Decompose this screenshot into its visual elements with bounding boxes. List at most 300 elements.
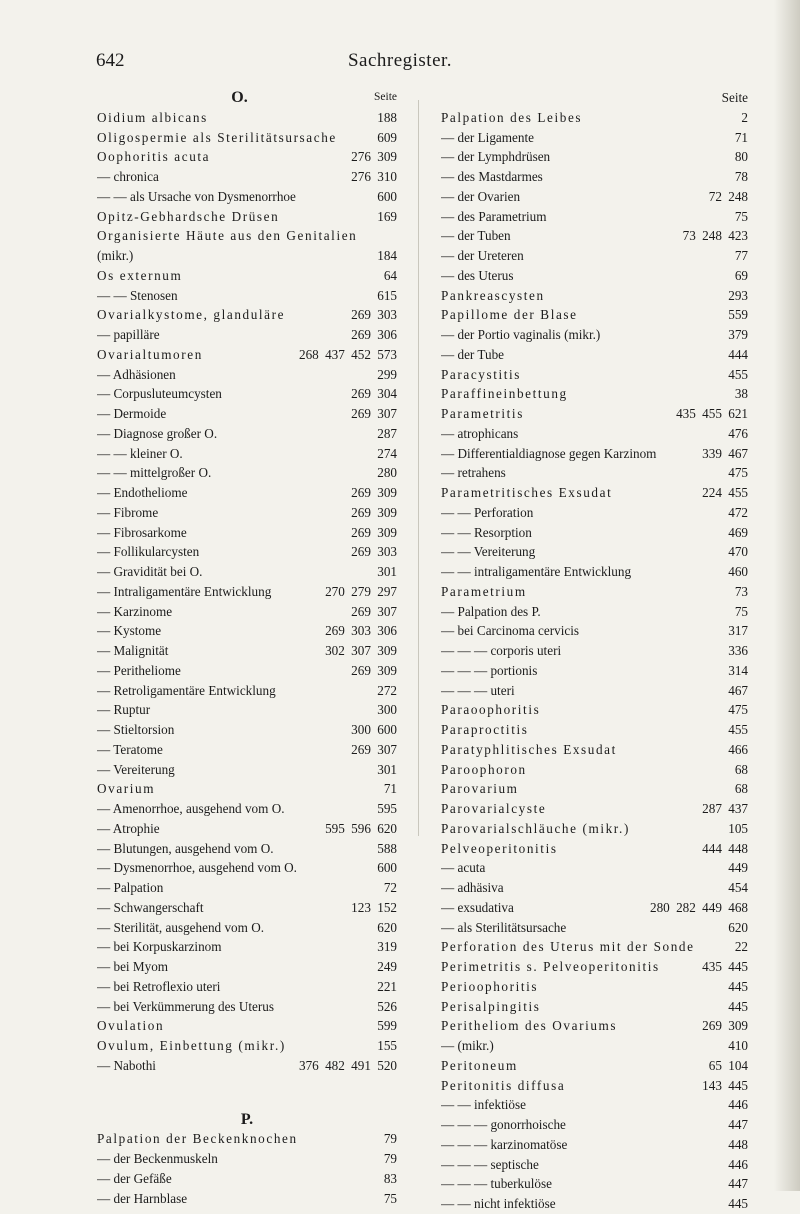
entry-pages: 224 455 xyxy=(702,485,748,500)
entry-term: — Ruptur xyxy=(97,702,151,718)
section-letter-heading xyxy=(97,1110,397,1130)
index-subentry xyxy=(97,878,397,898)
entry-pages: 454 xyxy=(728,880,748,895)
section-spacer xyxy=(97,1076,397,1110)
entry-term: Parametrium xyxy=(441,583,527,599)
entry-term: — — Vereiterung xyxy=(441,544,536,560)
index-subentry xyxy=(97,562,397,582)
index-subentry xyxy=(97,839,397,859)
entry-pages: 269 307 xyxy=(351,406,397,421)
entry-term: — — Perforation xyxy=(441,504,534,520)
index-subentry xyxy=(97,918,397,938)
entry-term: — — kleiner O. xyxy=(97,445,183,461)
index-entry xyxy=(97,147,397,167)
index-subentry xyxy=(97,1189,397,1209)
entry-pages: 169 xyxy=(377,208,397,224)
entry-term: — des Uterus xyxy=(441,267,514,283)
index-subentry xyxy=(97,286,397,306)
index-entry xyxy=(441,799,748,819)
entry-pages: 269 306 xyxy=(351,327,397,342)
index-subentry xyxy=(97,621,397,641)
entry-pages: 143 445 xyxy=(702,1077,748,1093)
entry-term xyxy=(441,88,722,108)
entry-term: — Blutungen, ausgehend vom O. xyxy=(97,840,274,856)
index-subentry xyxy=(97,957,397,977)
entry-pages: 79 xyxy=(383,1131,397,1147)
entry-pages: 301 xyxy=(377,564,397,579)
entry-term: — Dysmenorrhoe, ausgehend vom O. xyxy=(97,860,297,876)
entry-pages: 588 xyxy=(377,840,397,856)
index-subentry xyxy=(97,740,397,760)
entry-term: — bei Myom xyxy=(97,959,169,974)
entry-pages: 78 xyxy=(734,169,748,184)
entry-term: — Teratome xyxy=(97,741,163,757)
entry-pages: 301 xyxy=(377,761,397,777)
page-header xyxy=(0,50,800,76)
entry-pages: 302 307 309 xyxy=(325,643,397,658)
entry-term: Parovarialcyste xyxy=(441,801,547,816)
entry-term: — bei Carcinoma cervicis xyxy=(441,623,580,639)
entry-term: — Palpation xyxy=(97,880,164,895)
entry-pages: 73 xyxy=(734,583,748,599)
index-entry xyxy=(97,1129,397,1149)
entry-term: — der Portio vaginalis (mikr.) xyxy=(441,327,601,342)
entry-term: Ovarialkystome, glanduläre xyxy=(97,307,286,323)
entry-pages: 336 xyxy=(728,643,748,658)
entry-term: — Vereiterung xyxy=(97,761,175,777)
entry-term: — Nabothi xyxy=(97,1057,156,1073)
entry-pages: 276 310 xyxy=(351,169,397,184)
index-subentry xyxy=(97,463,397,483)
index-subentry xyxy=(441,444,748,464)
entry-term: Ovarialtumoren xyxy=(97,346,203,362)
entry-term: Paraffineinbettung xyxy=(441,386,568,402)
index-subentry xyxy=(97,977,397,997)
index-subentry xyxy=(97,1149,397,1169)
entry-term: — adhäsiva xyxy=(441,880,504,895)
index-subentry xyxy=(441,1194,748,1214)
entry-term: — Diagnose großer O. xyxy=(97,425,218,441)
entry-term: — Atrophie xyxy=(97,820,160,836)
entry-pages: 270 279 297 xyxy=(325,583,397,599)
entry-term: — — — portionis xyxy=(441,662,538,678)
index-entry xyxy=(441,819,748,839)
index-subentry xyxy=(441,246,748,266)
entry-pages: 269 309 xyxy=(702,1018,748,1034)
entry-pages: 83 xyxy=(383,1170,397,1186)
index-entry xyxy=(97,1036,397,1056)
index-subentry xyxy=(441,641,748,661)
entry-term: — Dermoide xyxy=(97,406,167,421)
index-subentry xyxy=(441,1095,748,1115)
entry-term: — atrophicans xyxy=(441,425,519,441)
index-subentry xyxy=(441,523,748,543)
entry-pages: 319 xyxy=(377,939,397,955)
entry-pages: 300 600 xyxy=(351,722,397,737)
entry-pages: 600 xyxy=(377,188,397,204)
section-letter-heading xyxy=(97,88,397,108)
index-subentry xyxy=(97,424,397,444)
index-subentry xyxy=(97,681,397,701)
entry-pages: 447 xyxy=(728,1176,748,1192)
index-entry xyxy=(441,582,748,602)
index-entry xyxy=(441,483,748,503)
entry-term: Ovarium xyxy=(97,781,156,797)
entry-term: — der Harnblase xyxy=(97,1190,188,1206)
index-subentry xyxy=(441,503,748,523)
entry-pages: 269 304 xyxy=(351,386,397,402)
entry-term: Oophoritis acuta xyxy=(97,149,211,165)
column-divider xyxy=(418,100,419,836)
index-entry xyxy=(441,108,748,128)
entry-pages: 274 xyxy=(377,445,397,461)
entry-pages: 65 104 xyxy=(708,1057,748,1073)
index-column-right xyxy=(441,88,748,1214)
entry-term: Paratyphlitisches Exsudat xyxy=(441,741,617,757)
entry-pages: 22 xyxy=(734,939,748,955)
entry-term: — der Ureteren xyxy=(441,248,524,263)
index-subentry xyxy=(441,1135,748,1155)
entry-pages: 615 xyxy=(377,287,397,303)
entry-term: — Peritheliome xyxy=(97,662,181,678)
index-subentry xyxy=(97,365,397,385)
index-subentry xyxy=(97,641,397,661)
entry-pages: 470 xyxy=(728,544,748,560)
index-subentry xyxy=(97,898,397,918)
entry-pages: 467 xyxy=(728,682,748,698)
entry-pages: 449 xyxy=(728,860,748,876)
entry-pages: 620 xyxy=(377,919,397,935)
entry-pages: 2 xyxy=(741,109,748,125)
entry-term: — papilläre xyxy=(97,327,160,342)
entry-term: Parametritis xyxy=(441,406,524,421)
index-subentry xyxy=(441,147,748,167)
entry-term: — der Beckenmuskeln xyxy=(97,1151,218,1166)
entry-term: — — — corporis uteri xyxy=(441,643,562,658)
entry-term: — Malignität xyxy=(97,643,169,658)
entry-pages: 38 xyxy=(734,386,748,402)
entry-term: — — als Ursache von Dysmenorrhoe xyxy=(97,188,296,204)
entry-pages: 71 xyxy=(383,781,397,797)
entry-pages: 379 xyxy=(728,327,748,342)
entry-pages: 435 445 xyxy=(702,959,748,974)
entry-term: — chronica xyxy=(97,169,159,184)
index-subentry xyxy=(97,1169,397,1189)
entry-term: P. xyxy=(240,1110,254,1128)
index-entry xyxy=(97,345,397,365)
entry-pages: 446 xyxy=(728,1156,748,1172)
index-entry xyxy=(97,266,397,286)
entry-term: — bei Korpuskarzinom xyxy=(97,939,222,955)
entry-term: Peritoneum xyxy=(441,1057,518,1073)
entry-pages: 68 xyxy=(734,781,748,797)
entry-pages: 446 xyxy=(728,1097,748,1113)
index-subentry xyxy=(441,325,748,345)
index-subentry xyxy=(441,424,748,444)
entry-term: — der Tuben xyxy=(441,228,511,244)
entry-term: Pankreascysten xyxy=(441,287,545,303)
index-subentry xyxy=(97,325,397,345)
index-subentry xyxy=(441,918,748,938)
entry-term: — Karzinome xyxy=(97,603,173,619)
entry-term: Organisierte Häute aus den Genitalien xyxy=(97,228,358,244)
index-subentry xyxy=(441,681,748,701)
index-subentry xyxy=(97,858,397,878)
entry-term: Peritheliom des Ovariums xyxy=(441,1018,618,1034)
entry-term: Peritonitis diffusa xyxy=(441,1077,566,1093)
entry-term: Pelveoperitonitis xyxy=(441,840,558,856)
index-subentry xyxy=(441,661,748,681)
entry-pages: 469 xyxy=(728,524,748,540)
entry-pages: 444 xyxy=(728,346,748,362)
index-entry xyxy=(441,957,748,977)
index-subentry xyxy=(97,937,397,957)
entry-term: — Stieltorsion xyxy=(97,722,175,737)
entry-pages: 599 xyxy=(377,1018,397,1034)
entry-term: — (mikr.) xyxy=(441,1038,494,1053)
index-entry xyxy=(97,779,397,799)
entry-pages: 64 xyxy=(383,267,397,283)
index-subentry xyxy=(441,167,748,187)
index-subentry xyxy=(441,1174,748,1194)
index-entry xyxy=(97,226,397,246)
entry-term: — exsudativa xyxy=(441,899,514,915)
index-subentry xyxy=(97,523,397,543)
column-heading xyxy=(441,88,748,108)
entry-term: — Kystome xyxy=(97,623,162,639)
entry-pages: 460 xyxy=(728,564,748,579)
index-entry xyxy=(441,384,748,404)
index-subentry xyxy=(97,483,397,503)
entry-term: — Endotheliome xyxy=(97,485,188,500)
index-entry xyxy=(441,305,748,325)
index-entry xyxy=(441,779,748,799)
entry-term: — der Gefäße xyxy=(97,1170,172,1186)
entry-term: — der Ovarien xyxy=(441,188,521,204)
entry-pages: 410 xyxy=(728,1038,748,1053)
index-subentry xyxy=(97,384,397,404)
entry-pages: 447 xyxy=(728,1117,748,1132)
entry-term: — des Mastdarmes xyxy=(441,169,543,184)
index-subentry xyxy=(97,720,397,740)
entry-pages: 269 303 306 xyxy=(325,623,397,639)
entry-pages: 445 xyxy=(728,978,748,994)
entry-pages: 435 455 621 xyxy=(676,406,748,421)
entry-term: Perisalpingitis xyxy=(441,998,541,1014)
entry-pages: Seite xyxy=(374,91,397,103)
entry-pages: 155 xyxy=(377,1038,397,1053)
index-subentry xyxy=(441,463,748,483)
index-column-left xyxy=(97,88,397,1208)
index-subentry xyxy=(97,542,397,562)
entry-term: Paroophoron xyxy=(441,761,527,777)
entry-pages: 466 xyxy=(728,741,748,757)
entry-pages: 269 309 xyxy=(351,485,397,500)
index-subentry xyxy=(97,444,397,464)
running-head: Sachregister. xyxy=(347,50,453,71)
entry-pages: 455 xyxy=(728,366,748,382)
entry-pages: 376 482 491 520 xyxy=(298,1057,397,1073)
entry-term: — — Stenosen xyxy=(97,287,178,303)
entry-term: — der Ligamente xyxy=(441,129,535,145)
index-subentry xyxy=(441,345,748,365)
entry-term: — Differentialdiagnose gegen Karzinom xyxy=(441,445,657,461)
index-subentry xyxy=(441,207,748,227)
entry-term: Palpation der Beckenknochen xyxy=(97,1131,298,1147)
index-subentry xyxy=(441,1036,748,1056)
entry-term: Paraoophoritis xyxy=(441,702,541,718)
entry-term: — — infektiöse xyxy=(441,1097,526,1113)
index-subentry xyxy=(441,1155,748,1175)
entry-term: — — Resorption xyxy=(441,524,532,540)
entry-term: — — — uteri xyxy=(441,682,515,698)
index-subentry xyxy=(441,187,748,207)
entry-pages: 476 xyxy=(728,425,748,441)
index-subentry xyxy=(441,602,748,622)
entry-term: — — — karzinomatöse xyxy=(441,1136,568,1152)
entry-pages: 475 xyxy=(728,702,748,718)
entry-pages: 69 xyxy=(734,267,748,283)
entry-pages: 445 xyxy=(728,1196,748,1211)
index-subentry xyxy=(97,503,397,523)
entry-pages: 72 xyxy=(383,880,397,895)
entry-pages: 299 xyxy=(377,366,397,382)
entry-pages: 68 xyxy=(734,761,748,777)
index-subentry xyxy=(441,621,748,641)
index-subentry xyxy=(441,1115,748,1135)
index-subentry xyxy=(97,602,397,622)
index-entry xyxy=(441,839,748,859)
entry-term: Papillome der Blase xyxy=(441,307,578,323)
entry-term: Perimetritis s. Pelveoperitonitis xyxy=(441,959,660,974)
index-subentry xyxy=(441,542,748,562)
index-subentry xyxy=(97,760,397,780)
entry-pages: 317 xyxy=(728,623,748,639)
index-subentry xyxy=(97,246,397,266)
entry-pages: 269 303 xyxy=(351,544,397,560)
entry-term: Perioophoritis xyxy=(441,978,539,994)
entry-term: — bei Verkümmerung des Uterus xyxy=(97,998,275,1014)
entry-pages: 455 xyxy=(728,722,748,737)
entry-term: Parovarium xyxy=(441,781,519,797)
entry-term: — — — gonorrhoische xyxy=(441,1117,566,1132)
entry-pages: 444 448 xyxy=(702,840,748,856)
entry-pages: 72 248 xyxy=(708,188,748,204)
index-entry xyxy=(441,700,748,720)
entry-term: — Palpation des P. xyxy=(441,603,541,619)
entry-term: (mikr.) xyxy=(97,248,134,263)
entry-pages: 475 xyxy=(728,465,748,481)
entry-term: — retrahens xyxy=(441,465,506,481)
entry-term: — Follikularcysten xyxy=(97,544,200,560)
index-subentry xyxy=(97,404,397,424)
entry-term: Parovarialschläuche (mikr.) xyxy=(441,820,630,836)
entry-pages: 188 xyxy=(377,109,397,125)
entry-term: — Retroligamentäre Entwicklung xyxy=(97,682,276,698)
entry-pages: 269 309 xyxy=(351,524,397,540)
index-entry xyxy=(441,760,748,780)
entry-term xyxy=(97,1076,397,1110)
entry-term: Os externum xyxy=(97,267,183,283)
index-entry xyxy=(97,128,397,148)
index-subentry xyxy=(441,858,748,878)
index-entry xyxy=(441,740,748,760)
index-subentry xyxy=(441,128,748,148)
index-subentry xyxy=(97,799,397,819)
entry-term: — Intraligamentäre Entwicklung xyxy=(97,583,272,599)
index-entry xyxy=(441,1016,748,1036)
entry-pages: 269 309 xyxy=(351,662,397,678)
entry-term: Perforation des Uterus mit der Sonde xyxy=(441,939,695,955)
entry-term: Parametritisches Exsudat xyxy=(441,485,613,500)
index-entry xyxy=(441,286,748,306)
index-entry xyxy=(441,977,748,997)
entry-term: Ovulum, Einbettung (mikr.) xyxy=(97,1038,286,1053)
index-subentry xyxy=(441,898,748,918)
entry-pages: 77 xyxy=(734,248,748,263)
entry-term: — — nicht infektiöse xyxy=(441,1196,556,1211)
entry-pages: 448 xyxy=(728,1136,748,1152)
index-subentry xyxy=(441,878,748,898)
entry-term: — als Sterilitätsursache xyxy=(441,919,567,935)
entry-pages: 249 xyxy=(377,959,397,974)
entry-pages: 276 309 xyxy=(351,149,397,165)
index-subentry xyxy=(97,1056,397,1076)
entry-pages: 123 152 xyxy=(351,899,397,915)
entry-pages: 280 282 449 468 xyxy=(649,899,748,915)
entry-term: — — — tuberkulöse xyxy=(441,1176,552,1192)
index-subentry xyxy=(97,661,397,681)
entry-term: — des Parametrium xyxy=(441,208,547,224)
page-number: 642 xyxy=(96,50,125,71)
entry-term: — Sterilität, ausgehend vom O. xyxy=(97,919,265,935)
entry-term: — Amenorrhoe, ausgehend vom O. xyxy=(97,801,285,816)
index-subentry xyxy=(97,167,397,187)
entry-term: — Corpusluteumcysten xyxy=(97,386,222,402)
entry-pages: 559 xyxy=(728,307,748,323)
page-edge-shadow xyxy=(774,0,800,1191)
entry-term: — Schwangerschaft xyxy=(97,899,204,915)
entry-pages: 221 xyxy=(377,978,397,994)
index-entry xyxy=(441,937,748,957)
entry-pages: 75 xyxy=(383,1190,397,1206)
entry-term: — Gravidität bei O. xyxy=(97,564,203,579)
index-subentry xyxy=(441,226,748,246)
entry-pages: 184 xyxy=(377,248,397,263)
entry-term: — bei Retroflexio uteri xyxy=(97,978,221,994)
entry-term: — — mittelgroßer O. xyxy=(97,465,212,481)
index-subentry xyxy=(97,819,397,839)
entry-pages: 620 xyxy=(728,919,748,935)
index-entry xyxy=(97,1016,397,1036)
entry-pages: 71 xyxy=(734,129,748,145)
entry-term: — Fibrosarkome xyxy=(97,524,187,540)
index-subentry xyxy=(97,582,397,602)
entry-term: Paracystitis xyxy=(441,366,521,382)
index-entry xyxy=(441,404,748,424)
entry-pages: 526 xyxy=(377,998,397,1014)
entry-pages: 269 307 xyxy=(351,603,397,619)
index-entry xyxy=(441,1076,748,1096)
index-subentry xyxy=(441,266,748,286)
entry-pages: 472 xyxy=(728,504,748,520)
entry-term: Opitz-Gebhardsche Drüsen xyxy=(97,208,280,224)
entry-term: Oidium albicans xyxy=(97,109,208,125)
entry-term: Ovulation xyxy=(97,1018,165,1034)
entry-pages: 300 xyxy=(377,702,397,718)
entry-term: — Adhäsionen xyxy=(97,366,176,382)
index-entry xyxy=(97,108,397,128)
